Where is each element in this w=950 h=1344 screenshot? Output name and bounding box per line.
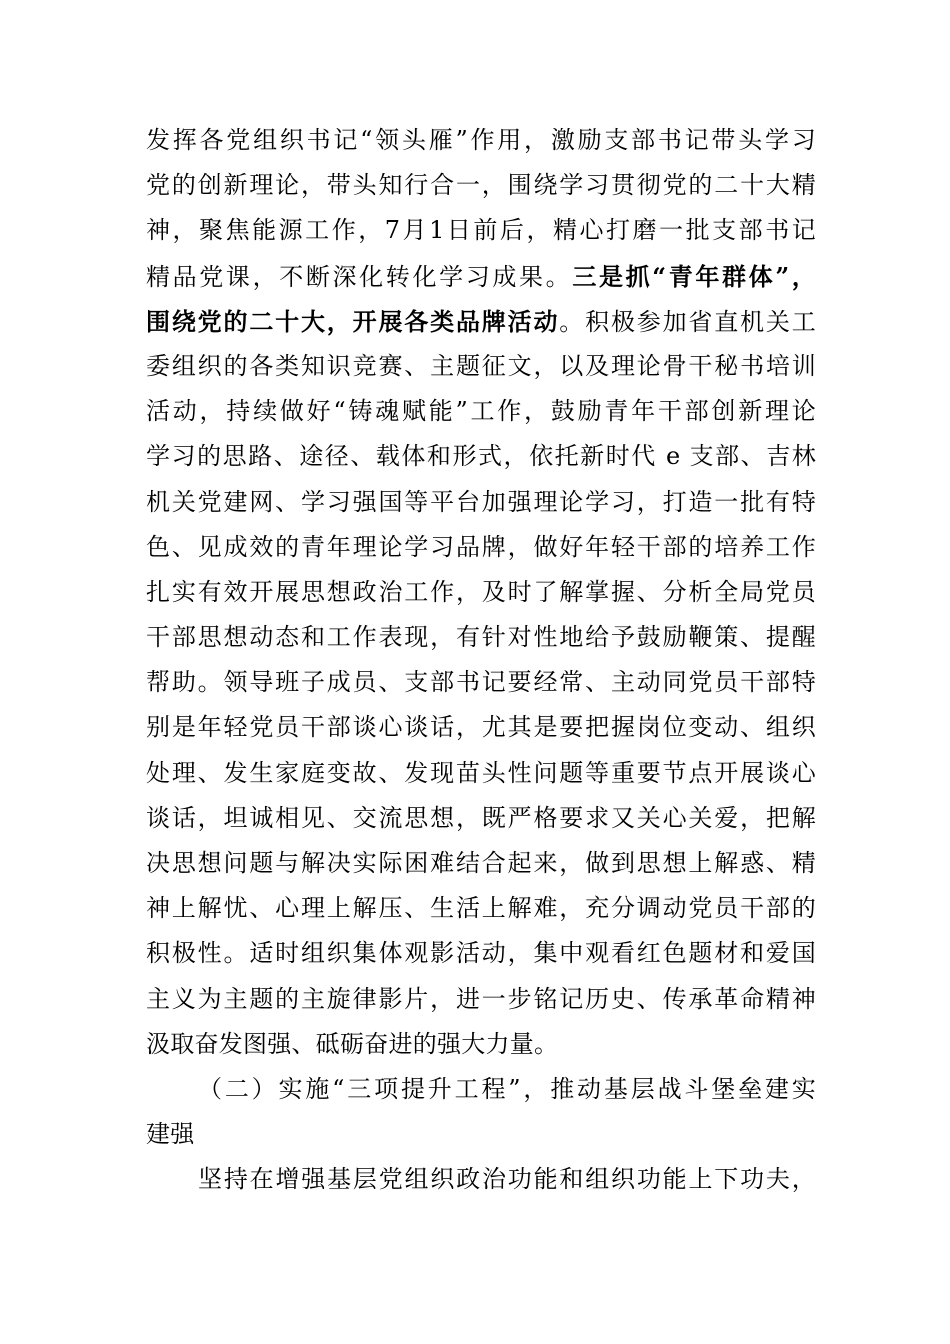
bold-text-segment: 三是抓“青年群体”， bbox=[572, 261, 817, 291]
text-segment: 党的创新理论，带头知行合一，围绕学习贯彻党的二十大精 bbox=[146, 171, 816, 200]
text-line bbox=[146, 344, 816, 389]
text-line bbox=[146, 480, 816, 525]
section-heading-line-1: （二）实施“三项提升工程”，推动基层战斗堡垒建实 bbox=[198, 1074, 816, 1103]
text-segment: 色、见成效的青年理论学习品牌，做好年轻干部的培养工作 bbox=[146, 532, 816, 561]
text-segment: 委组织的各类知识竞赛、主题征文，以及理论骨干秘书培训 bbox=[146, 351, 816, 380]
text-segment: 谈话，坦诚相见、交流思想，既严格要求又关心关爱，把解 bbox=[146, 803, 816, 832]
text-line bbox=[146, 1022, 816, 1067]
text-line bbox=[146, 705, 816, 750]
text-segment: 发挥各党组织书记“领头雁”作用，激励支部书记带头学习 bbox=[146, 126, 816, 154]
text-line bbox=[146, 886, 816, 931]
text-line bbox=[146, 751, 816, 796]
text-segment: 帮助。领导班子成员、支部书记要经常、主动同党员干部特 bbox=[146, 668, 816, 697]
text-line bbox=[146, 163, 816, 208]
section-heading-line-2: 建强 bbox=[146, 1120, 195, 1149]
text-line bbox=[146, 525, 816, 570]
text-line bbox=[146, 570, 816, 615]
bold-text-segment: 围绕党的二十大，开展各类品牌活动 bbox=[146, 306, 560, 336]
body-paragraph bbox=[146, 118, 816, 1067]
text-line bbox=[146, 389, 816, 434]
text-line bbox=[146, 841, 816, 886]
text-segment: 活动，持续做好“铸魂赋能”工作，鼓励青年干部创新理论 bbox=[146, 397, 816, 426]
text-line bbox=[146, 299, 816, 344]
text-segment: 。积极参加省直机关工 bbox=[559, 307, 817, 336]
text-line bbox=[146, 434, 816, 479]
text-line bbox=[146, 254, 816, 299]
text-segment: 学习的思路、途径、载体和形式，依托新时代 e 支部、吉林 bbox=[146, 442, 816, 471]
text-segment: 机关党建网、学习强国等平台加强理论学习，打造一批有特 bbox=[146, 487, 816, 516]
text-line bbox=[146, 796, 816, 841]
text-segment: 主义为主题的主旋律影片，进一步铭记历史、传承革命精神 bbox=[146, 984, 816, 1013]
text-line bbox=[146, 615, 816, 660]
text-segment: 积极性。适时组织集体观影活动，集中观看红色题材和爱国 bbox=[146, 939, 816, 968]
text-segment: 决思想问题与解决实际困难结合起来，做到思想上解惑、精 bbox=[146, 849, 816, 877]
text-segment: 精品党课，不断深化转化学习成果。 bbox=[146, 262, 573, 291]
text-segment: 扎实有效开展思想政治工作，及时了解掌握、分析全局党员 bbox=[146, 577, 816, 606]
text-line bbox=[146, 660, 816, 705]
text-line bbox=[146, 118, 816, 163]
document-body bbox=[146, 118, 816, 1203]
text-segment: 别是年轻党员干部谈心谈话，尤其是要把握岗位变动、组织 bbox=[146, 713, 816, 742]
text-segment: 神，聚焦能源工作，7月1日前后，精心打磨一批支部书记 bbox=[146, 216, 816, 245]
text-segment: 处理、发生家庭变故、发现苗头性问题等重要节点开展谈心 bbox=[146, 758, 816, 787]
text-segment: 干部思想动态和工作表现，有针对性地给予鼓励鞭策、提醒 bbox=[146, 623, 816, 652]
text-line bbox=[146, 977, 816, 1022]
text-segment: 神上解忧、心理上解压、生活上解难，充分调动党员干部的 bbox=[146, 894, 816, 923]
text-segment: 汲取奋发图强、砥砺奋进的强大力量。 bbox=[146, 1029, 559, 1058]
text-line bbox=[146, 208, 816, 253]
paragraph-first-line: 坚持在增强基层党组织政治功能和组织功能上下功夫， bbox=[198, 1165, 816, 1194]
text-line bbox=[146, 931, 816, 976]
